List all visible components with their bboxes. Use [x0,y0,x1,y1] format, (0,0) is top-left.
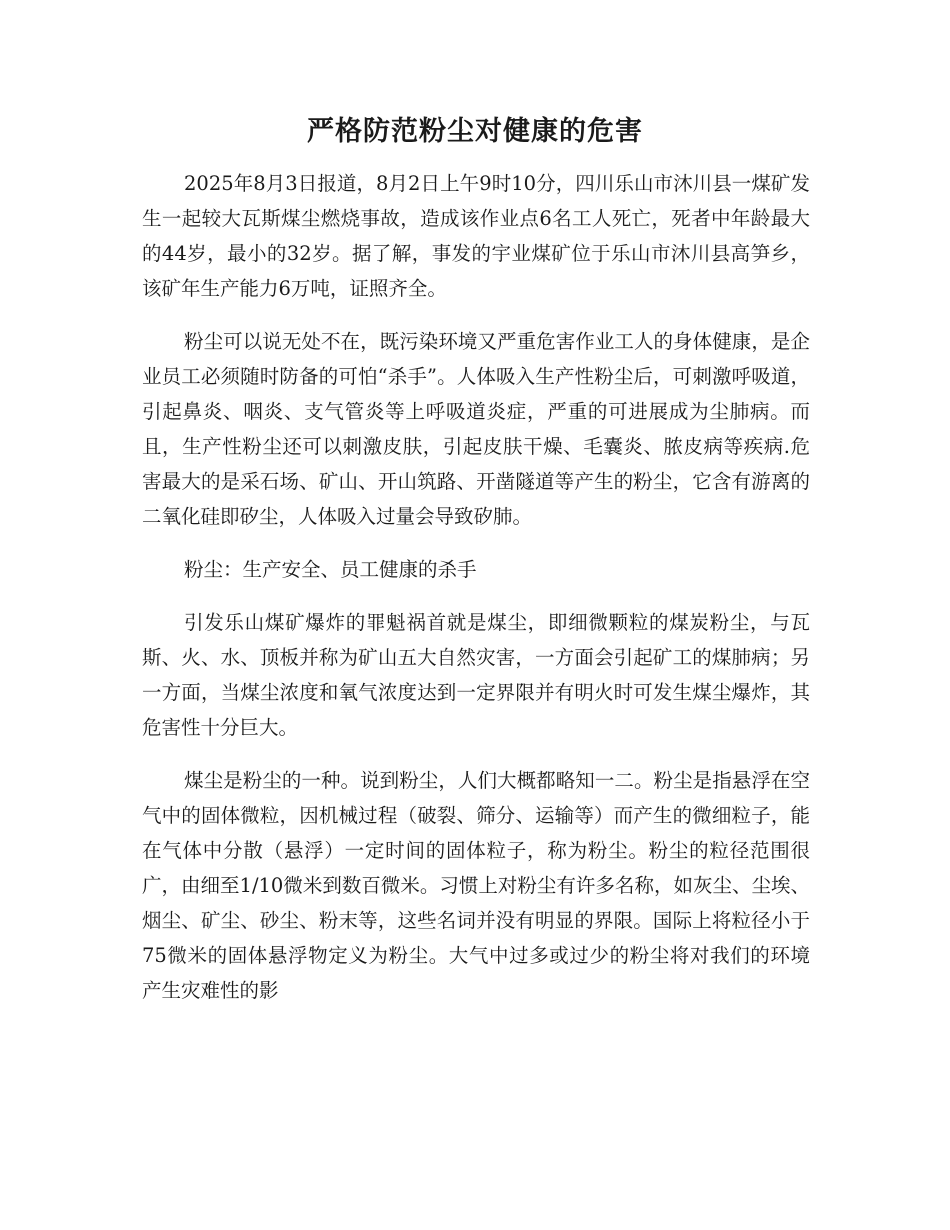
paragraph-dust-definition: 煤尘是粉尘的一种。说到粉尘，人们大概都略知一二。粉尘是指悬浮在空气中的固体微粒，因机械过程（破裂、筛分、运输等）而产生的微细粒子，能在气体中分散（悬浮）一定时间的固体粒子，称为粉尘。粉尘的粒径范围很广，由细至1/10微米到数百微米。习惯上对粉尘有许多名称，如灰尘、尘埃、烟尘、矿尘、砂尘、粉末等，这些名词并没有明显的界限。国际上将粒径小于75微米的固体悬浮物定义为粉尘。大气中过多或过少的粉尘将对我们的环境产生灾难性的影 [142,769,810,1002]
document-body [142,166,810,1026]
paragraph-coal-dust: 引发乐山煤矿爆炸的罪魁祸首就是煤尘，即细微颗粒的煤炭粉尘，与瓦斯、火、水、顶板并称为矿山五大自然灾害，一方面会引起矿工的煤肺病；另一方面，当煤尘浓度和氧气浓度达到一定界限并有明火时可发生煤尘爆炸，其危害性十分巨大。 [142,611,810,739]
section-heading: 粉尘：生产安全、员工健康的杀手 [184,558,477,581]
document-title: 严格防范粉尘对健康的危害 [307,116,643,147]
paragraph-dust-hazards: 粉尘可以说无处不在，既污染环境又严重危害作业工人的身体健康，是企业员工必须随时防备的可怕“杀手”。人体吸入生产性粉尘后，可刺激呼吸道，引起鼻炎、咽炎、支气管炎等上呼吸道炎症，严重的可进展成为尘肺病。而且，生产性粉尘还可以刺激皮肤，引起皮肤干燥、毛囊炎、脓皮病等疾病.危害最大的是采石场、矿山、开山筑路、开凿隧道等产生的粉尘，它含有游离的二氧化硅即矽尘，人体吸入过量会导致矽肺。 [142,330,810,528]
paragraph-accident-report: 2025年8月3日报道，8月2日上午9时10分，四川乐山市沐川县一煤矿发生一起较大瓦斯煤尘燃烧事故，造成该作业点6名工人死亡，死者中年龄最大的44岁，最小的32岁。据了解，事发的宇业煤矿位于乐山市沐川县高笋乡，该矿年生产能力6万吨，证照齐全。 [142,172,810,300]
